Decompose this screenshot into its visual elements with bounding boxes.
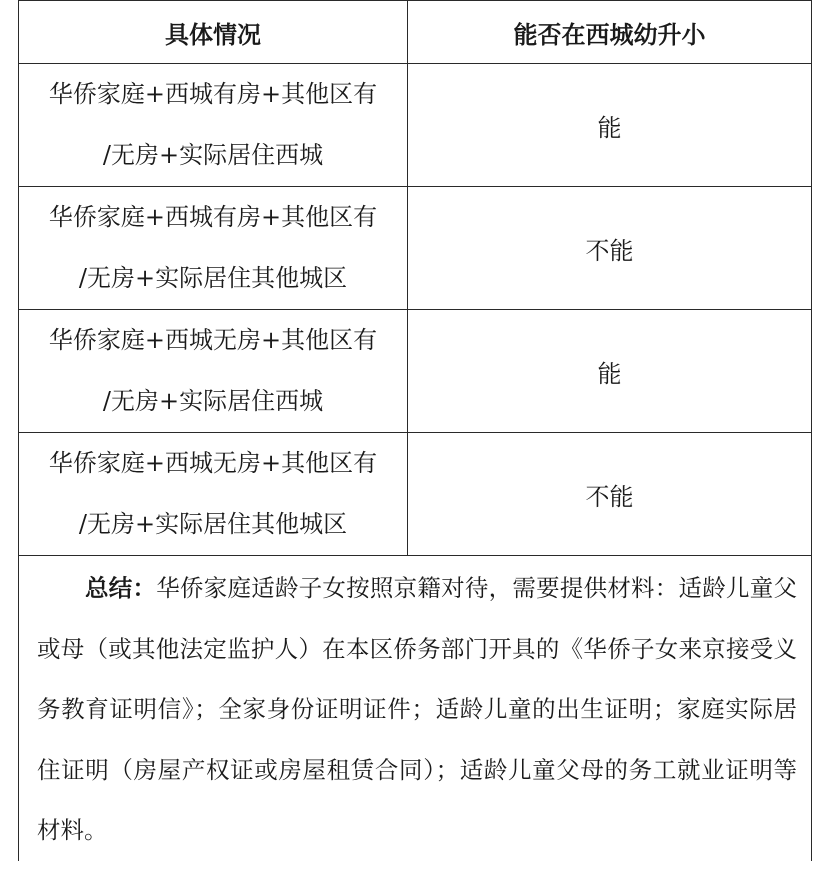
condition-line: 华侨家庭+西城无房+其他区有	[48, 326, 378, 354]
table-row	[19, 433, 812, 556]
summary-row	[19, 556, 812, 861]
header-situation: 具体情况	[19, 1, 408, 64]
answer-cell: 不能	[408, 187, 812, 310]
condition-cell	[19, 64, 408, 187]
summary-text: 华侨家庭适龄子女按照京籍对待，需要提供材料：适龄儿童父或母（或其他法定监护人）在本区侨务部门开具的《华侨子女来京接受义务教育证明信》；全家身份证明证件；适龄儿童的出生证明；家庭实际居住证明（房屋产权证或房屋租赁合同）；适龄儿童父母的务工就业证明等材料。	[37, 574, 798, 844]
condition-line: 华侨家庭+西城无房+其他区有	[48, 449, 378, 477]
table-row	[19, 310, 812, 433]
summary-label: 总结：	[85, 574, 157, 602]
summary-paragraph	[37, 556, 797, 861]
condition-line: /无房+实际居住西城	[102, 387, 324, 415]
answer-cell: 不能	[408, 433, 812, 556]
condition-cell	[19, 310, 408, 433]
condition-line: /无房+实际居住其他城区	[78, 510, 348, 538]
answer-cell: 能	[408, 310, 812, 433]
header-row	[19, 1, 812, 64]
eligibility-table	[18, 0, 812, 861]
condition-line: 华侨家庭+西城有房+其他区有	[48, 203, 378, 231]
condition-line: /无房+实际居住西城	[102, 141, 324, 169]
summary-cell	[19, 556, 812, 861]
header-eligible: 能否在西城幼升小	[408, 1, 812, 64]
condition-cell	[19, 187, 408, 310]
condition-line: /无房+实际居住其他城区	[78, 264, 348, 292]
table-row	[19, 187, 812, 310]
table-row	[19, 64, 812, 187]
condition-cell	[19, 433, 408, 556]
answer-cell: 能	[408, 64, 812, 187]
condition-line: 华侨家庭+西城有房+其他区有	[48, 80, 378, 108]
